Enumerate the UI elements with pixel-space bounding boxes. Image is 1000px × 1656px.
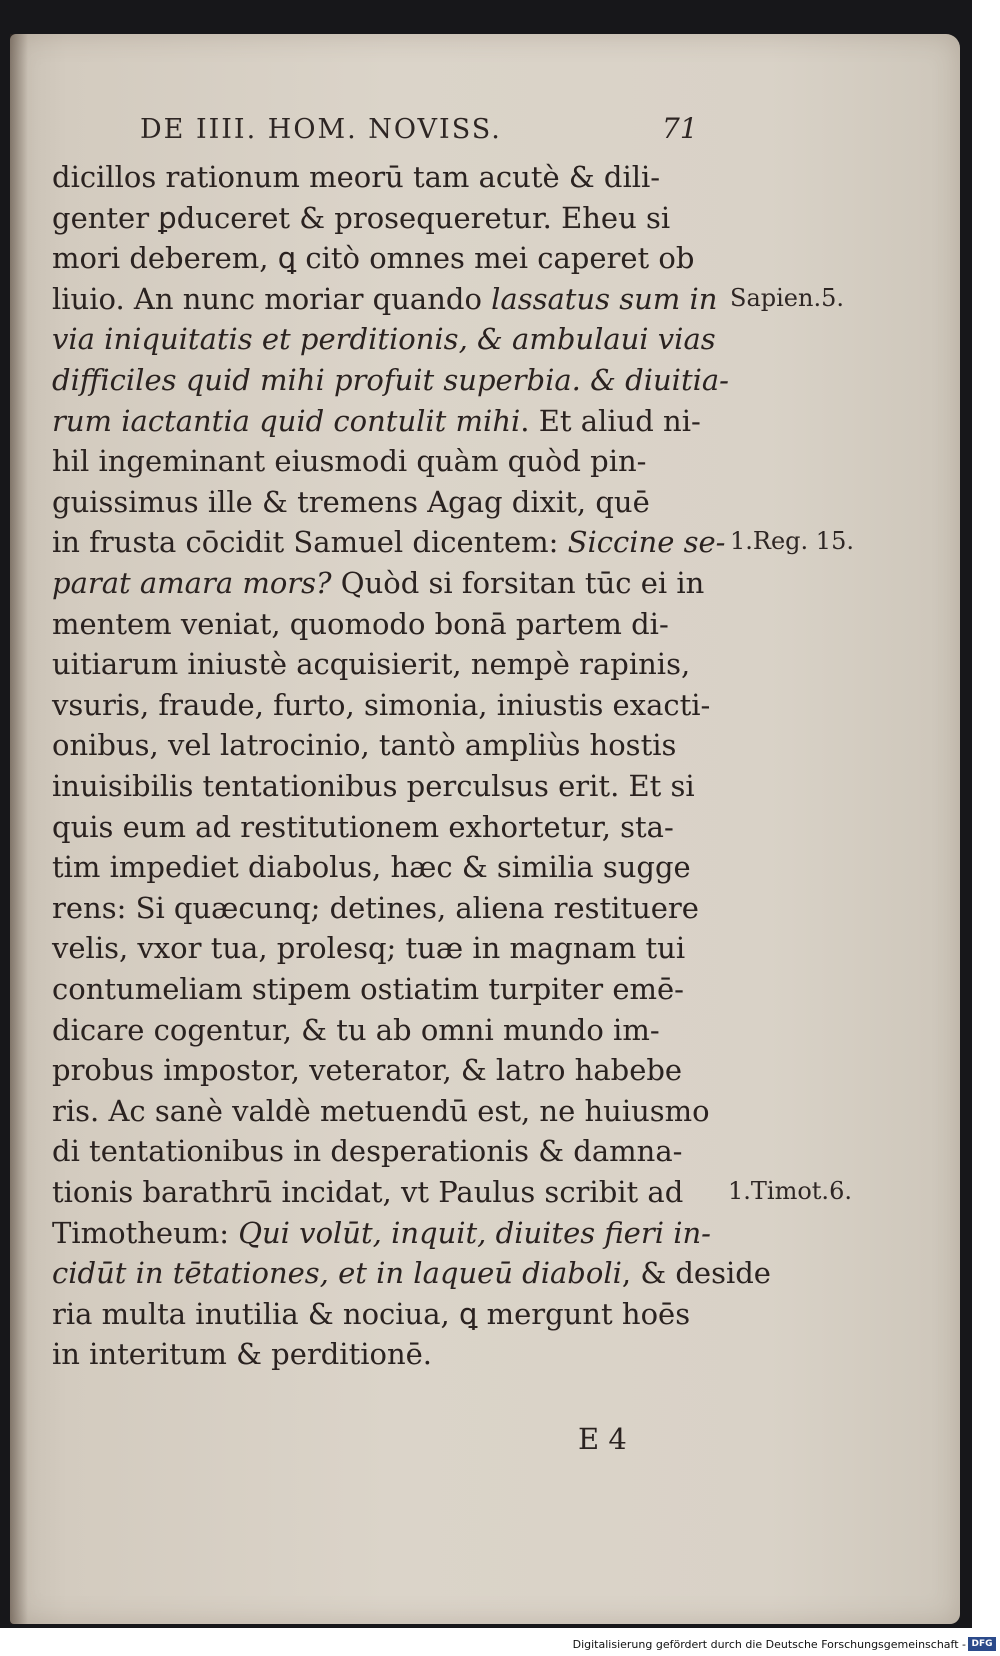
page-number: 71 [662,112,698,145]
text-line: rens: Si quæcunq; detines, aliena restituere [52,890,699,925]
text-run: liuio. An nunc moriar quando [52,281,492,316]
text-line: onibus, vel latrocinio, tantò ampliùs hostis [52,728,677,763]
text-line: genter ꝑduceret & prosequeretur. Eheu si [52,200,671,235]
text-line: tionis barathrū incidat, vt Paulus scribit ad [52,1175,684,1209]
text-line: quis eum ad restitutionem exhortetur, sta- [52,809,674,844]
running-head: DE IIII. HOM. NOVISS. [140,114,502,145]
dfg-logo: DFG [968,1637,996,1651]
text-line: via iniquitatis et perditionis, & ambulaui vias [52,322,716,357]
text-line [52,1252,771,1294]
text-run: Timotheum: [52,1215,239,1250]
text-line [52,278,717,320]
text-line: velis, vxor tua, prolesq; tuæ in magnam tui [52,931,686,966]
signature-mark: E 4 [578,1422,627,1456]
text-run: lassatus sum in [491,281,718,316]
text-line: inuisibilis tentationibus perculsus erit. Et si [52,769,695,803]
text-run: , & deside [621,1256,771,1291]
text-line [52,521,725,563]
text-line: ris. Ac sanè valdè metuendū est, ne huiusmo [52,1093,710,1128]
text-line: mentem veniat, quomodo bonā partem di- [52,606,669,641]
text-line [52,400,701,442]
text-line: probus impostor, veterator, & latro habebe [52,1053,683,1088]
text-line: contumeliam stipem ostiatim turpiter emē- [52,972,684,1006]
text-run: . Et aliud ni- [520,403,701,438]
text-line: uitiarum iniustè acquisierit, nempè rapinis, [52,647,691,682]
text-run: in frusta cōcidit Samuel dicentem: [52,525,568,560]
text-line: ria multa inutilia & nociua, ꝗ mergunt hoēs [52,1296,691,1331]
text-line: tim impediet diabolus, hæc & similia sugge [52,850,691,885]
text-run: cidūt in tētationes, et in laqueū diaboli [52,1256,622,1291]
footer-credit: Digitalisierung gefördert durch die Deutsche Forschungsgemeinschaft - [572,1638,966,1651]
text-run: Qui volūt, inquit, diuites fieri in- [238,1215,711,1250]
text-line: mori deberem, ꝗ citò omnes mei caperet ob [52,241,695,276]
text-line: in interitum & perditionē. [52,1337,433,1372]
text-run: parat amara mors? [52,566,332,600]
text-line: hil ingeminant eiusmodi quàm quòd pin- [52,444,647,479]
margin-note: Sapien.5. [730,283,844,312]
text-run: Quòd si forsitan tūc ei in [331,566,705,600]
margin-note: 1.Reg. 15. [730,527,854,556]
text-line: dicare cogentur, & tu ab omni mundo im- [52,1012,660,1047]
text-line [52,562,704,604]
text-line: di tentationibus in desperationis & damna- [52,1134,683,1169]
spine-shadow [10,34,28,1624]
text-run: Siccine se- [567,525,726,560]
text-run: rum iactantia quid contulit mihi [52,403,521,438]
margin-note: 1.Timot.6. [728,1177,852,1205]
text-line: dicillos rationum meorū tam acutè & dili- [52,160,661,194]
text-line [52,1212,711,1254]
text-line: guissimus ille & tremens Agag dixit, quē [52,484,650,519]
text-line: difficiles quid mihi profuit superbia. & diuitia- [52,363,729,397]
text-line: vsuris, fraude, furto, simonia, iniustis exacti- [52,687,711,722]
